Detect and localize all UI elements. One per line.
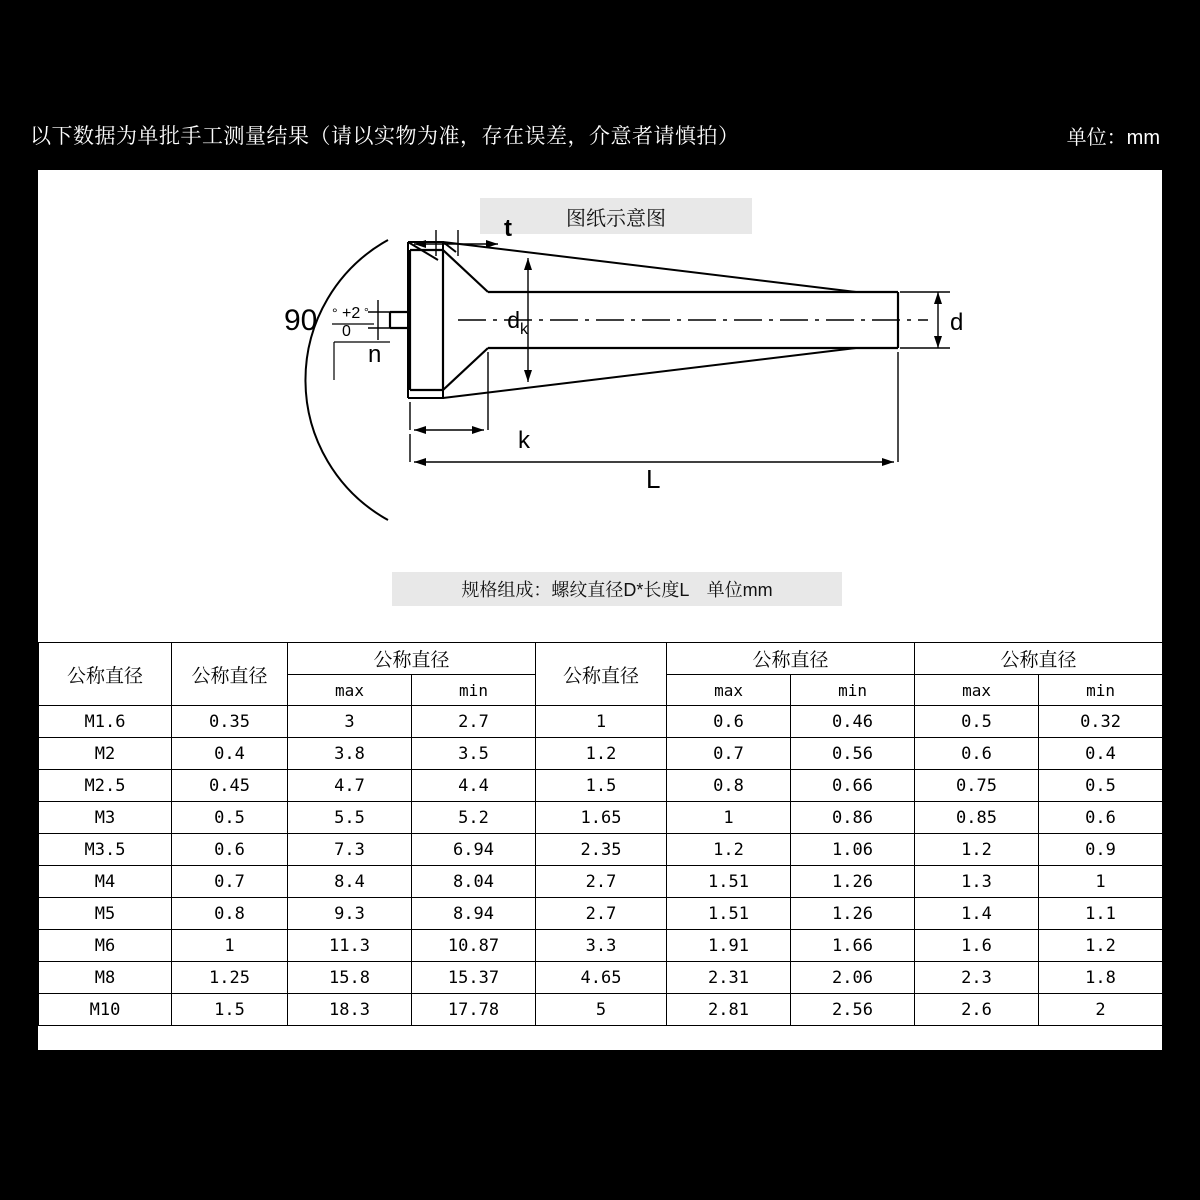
cell-n-max: 1.51 bbox=[667, 898, 791, 930]
spec-table bbox=[38, 642, 1163, 1026]
cell-n-max: 1.91 bbox=[667, 930, 791, 962]
header-nominal-diameter-4: 公称直径 bbox=[536, 643, 667, 706]
cell-t-max: 0.75 bbox=[915, 770, 1039, 802]
cell-size: M2 bbox=[39, 738, 172, 770]
cell-dk-max: 9.3 bbox=[288, 898, 412, 930]
cell-dk-min: 6.94 bbox=[412, 834, 536, 866]
cell-k: 2.35 bbox=[536, 834, 667, 866]
cell-t-max: 2.3 bbox=[915, 962, 1039, 994]
cell-k: 2.7 bbox=[536, 898, 667, 930]
cell-k: 3.3 bbox=[536, 930, 667, 962]
table-row bbox=[39, 706, 1163, 738]
cell-n-min: 1.26 bbox=[791, 866, 915, 898]
cell-t-max: 0.85 bbox=[915, 802, 1039, 834]
cell-t-max: 0.5 bbox=[915, 706, 1039, 738]
cell-t-max: 1.3 bbox=[915, 866, 1039, 898]
cell-dk-min: 5.2 bbox=[412, 802, 536, 834]
cell-size: M3 bbox=[39, 802, 172, 834]
header-nominal-diameter-5: 公称直径 bbox=[667, 643, 915, 675]
cell-k: 1.2 bbox=[536, 738, 667, 770]
diagram-title: 图纸示意图 bbox=[480, 198, 752, 234]
cell-size: M1.6 bbox=[39, 706, 172, 738]
cell-t-min: 1.1 bbox=[1039, 898, 1163, 930]
cell-size: M8 bbox=[39, 962, 172, 994]
cell-n-min: 0.46 bbox=[791, 706, 915, 738]
svg-text:90: 90 bbox=[284, 304, 318, 337]
svg-text:k: k bbox=[518, 427, 530, 454]
table-row bbox=[39, 738, 1163, 770]
table-row bbox=[39, 898, 1163, 930]
subheader-min-2: min bbox=[791, 675, 915, 706]
cell-size: M3.5 bbox=[39, 834, 172, 866]
cell-n-max: 1.51 bbox=[667, 866, 791, 898]
cell-dk-max: 3 bbox=[288, 706, 412, 738]
cell-n-max: 1 bbox=[667, 802, 791, 834]
cell-dk-min: 4.4 bbox=[412, 770, 536, 802]
cell-n-min: 0.86 bbox=[791, 802, 915, 834]
cell-size: M5 bbox=[39, 898, 172, 930]
table-head bbox=[39, 643, 1163, 706]
table-body bbox=[39, 706, 1163, 1026]
cell-t-max: 2.6 bbox=[915, 994, 1039, 1026]
cell-dk-max: 11.3 bbox=[288, 930, 412, 962]
cell-dk-min: 3.5 bbox=[412, 738, 536, 770]
cell-t-min: 0.6 bbox=[1039, 802, 1163, 834]
cell-t-min: 1.2 bbox=[1039, 930, 1163, 962]
spec-note: 规格组成：螺纹直径D*长度L 单位mm bbox=[392, 572, 842, 606]
cell-k: 4.65 bbox=[536, 962, 667, 994]
cell-size: M2.5 bbox=[39, 770, 172, 802]
cell-dk-max: 7.3 bbox=[288, 834, 412, 866]
table-row bbox=[39, 834, 1163, 866]
cell-k: 5 bbox=[536, 994, 667, 1026]
svg-text:°: ° bbox=[364, 305, 369, 319]
svg-text:d: d bbox=[950, 309, 964, 336]
cell-n-max: 1.2 bbox=[667, 834, 791, 866]
header-unit: 单位：mm bbox=[1066, 126, 1160, 149]
cell-dk-min: 8.04 bbox=[412, 866, 536, 898]
header-nominal-diameter-2: 公称直径 bbox=[172, 643, 288, 706]
cell-n-min: 0.56 bbox=[791, 738, 915, 770]
cell-pitch: 1 bbox=[172, 930, 288, 962]
cell-pitch: 0.45 bbox=[172, 770, 288, 802]
cell-t-max: 0.6 bbox=[915, 738, 1039, 770]
cell-dk-max: 4.7 bbox=[288, 770, 412, 802]
cell-dk-max: 5.5 bbox=[288, 802, 412, 834]
cell-n-min: 2.56 bbox=[791, 994, 915, 1026]
cell-size: M4 bbox=[39, 866, 172, 898]
cell-dk-min: 8.94 bbox=[412, 898, 536, 930]
cell-t-min: 2 bbox=[1039, 994, 1163, 1026]
header-nominal-diameter-6: 公称直径 bbox=[915, 643, 1163, 675]
cell-pitch: 0.8 bbox=[172, 898, 288, 930]
cell-n-max: 0.6 bbox=[667, 706, 791, 738]
table-row bbox=[39, 962, 1163, 994]
table-row bbox=[39, 770, 1163, 802]
cell-t-max: 1.4 bbox=[915, 898, 1039, 930]
svg-text:n: n bbox=[368, 341, 382, 368]
subheader-max-2: max bbox=[667, 675, 791, 706]
cell-t-min: 0.32 bbox=[1039, 706, 1163, 738]
svg-text:0: 0 bbox=[342, 323, 351, 340]
cell-pitch: 1.25 bbox=[172, 962, 288, 994]
cell-t-min: 1 bbox=[1039, 866, 1163, 898]
cell-t-max: 1.2 bbox=[915, 834, 1039, 866]
spec-sheet bbox=[38, 170, 1162, 1050]
cell-dk-min: 10.87 bbox=[412, 930, 536, 962]
cell-n-min: 2.06 bbox=[791, 962, 915, 994]
cell-pitch: 0.6 bbox=[172, 834, 288, 866]
cell-t-max: 1.6 bbox=[915, 930, 1039, 962]
cell-pitch: 0.4 bbox=[172, 738, 288, 770]
cell-dk-max: 15.8 bbox=[288, 962, 412, 994]
table-header-row-1 bbox=[39, 643, 1163, 675]
table-row bbox=[39, 866, 1163, 898]
cell-size: M10 bbox=[39, 994, 172, 1026]
svg-text:°: ° bbox=[332, 305, 338, 321]
cell-pitch: 0.7 bbox=[172, 866, 288, 898]
cell-t-min: 1.8 bbox=[1039, 962, 1163, 994]
cell-n-min: 0.66 bbox=[791, 770, 915, 802]
header-nominal-diameter-1: 公称直径 bbox=[39, 643, 172, 706]
cell-k: 1.5 bbox=[536, 770, 667, 802]
cell-n-max: 2.81 bbox=[667, 994, 791, 1026]
cell-t-min: 0.4 bbox=[1039, 738, 1163, 770]
header-nominal-diameter-3: 公称直径 bbox=[288, 643, 536, 675]
svg-text:t: t bbox=[504, 215, 512, 242]
cell-t-min: 0.5 bbox=[1039, 770, 1163, 802]
cell-pitch: 0.5 bbox=[172, 802, 288, 834]
cell-n-min: 1.06 bbox=[791, 834, 915, 866]
cell-dk-max: 3.8 bbox=[288, 738, 412, 770]
cell-pitch: 0.35 bbox=[172, 706, 288, 738]
cell-dk-min: 2.7 bbox=[412, 706, 536, 738]
cell-n-min: 1.66 bbox=[791, 930, 915, 962]
cell-dk-max: 18.3 bbox=[288, 994, 412, 1026]
svg-text:d: d bbox=[507, 307, 520, 333]
cell-k: 1 bbox=[536, 706, 667, 738]
svg-text:k: k bbox=[520, 321, 528, 338]
table-row bbox=[39, 802, 1163, 834]
cell-dk-max: 8.4 bbox=[288, 866, 412, 898]
subheader-min-3: min bbox=[1039, 675, 1163, 706]
svg-text:+2: +2 bbox=[342, 305, 361, 322]
cell-dk-min: 17.78 bbox=[412, 994, 536, 1026]
cell-n-min: 1.26 bbox=[791, 898, 915, 930]
cell-pitch: 1.5 bbox=[172, 994, 288, 1026]
table-row bbox=[39, 930, 1163, 962]
subheader-max-3: max bbox=[915, 675, 1039, 706]
header-bar bbox=[0, 100, 1200, 170]
cell-k: 1.65 bbox=[536, 802, 667, 834]
cell-dk-min: 15.37 bbox=[412, 962, 536, 994]
table-row bbox=[39, 994, 1163, 1026]
cell-k: 2.7 bbox=[536, 866, 667, 898]
header-note: 以下数据为单批手工测量结果（请以实物为准，存在误差，介意者请慎拍） bbox=[30, 125, 740, 148]
cell-n-max: 0.7 bbox=[667, 738, 791, 770]
svg-text:L: L bbox=[646, 464, 661, 494]
cell-t-min: 0.9 bbox=[1039, 834, 1163, 866]
subheader-min-1: min bbox=[412, 675, 536, 706]
cell-n-max: 0.8 bbox=[667, 770, 791, 802]
subheader-max-1: max bbox=[288, 675, 412, 706]
cell-size: M6 bbox=[39, 930, 172, 962]
cell-n-max: 2.31 bbox=[667, 962, 791, 994]
